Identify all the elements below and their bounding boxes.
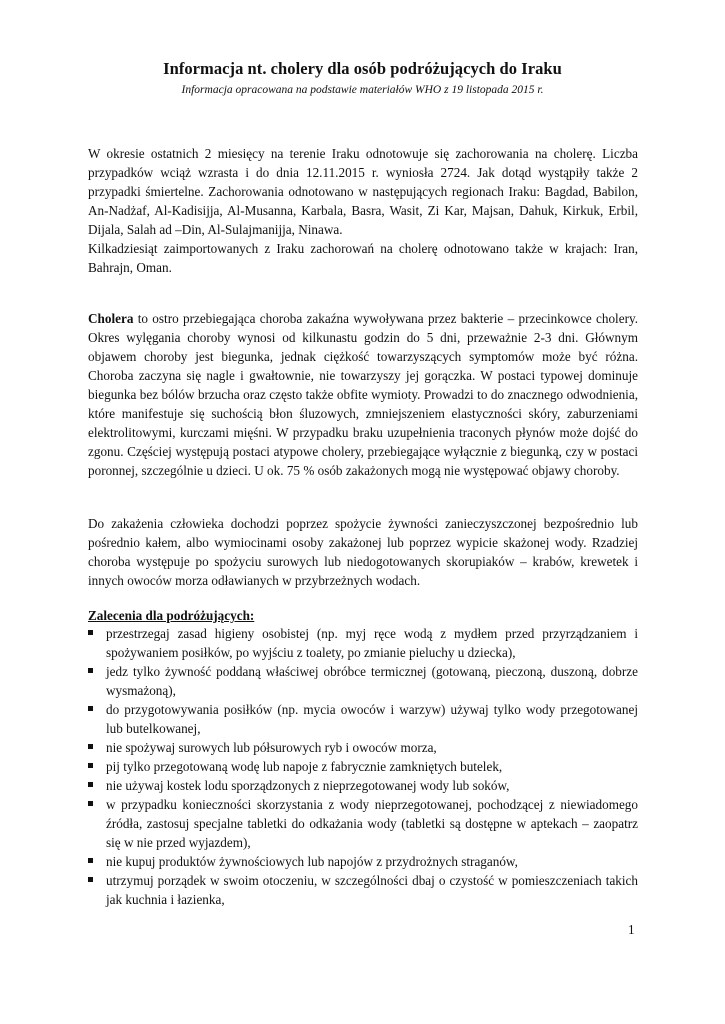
list-item: [88, 757, 638, 776]
list-item-text: w przypadku konieczności skorzystania z wody nieprzegotowanej, pochodzącej z niewiadomego źródła, zastosuj specjalne tabletki do odkażania wody (tabletki są dostępne w aptekach – zaopatrz się w nie przed wyjazdem),: [106, 797, 638, 850]
list-item-text: pij tylko przegotowaną wodę lub napoje z fabrycznie zamkniętych butelek,: [106, 759, 503, 774]
list-item-text: utrzymuj porządek w swoim otoczeniu, w szczególności dbaj o czystość w pomieszczeniach takich jak kuchnia i łazienka,: [106, 873, 638, 907]
list-item: [88, 738, 638, 757]
bullet-icon: [88, 858, 93, 863]
cholera-description-text: to ostro przebiegająca choroba zakaźna wywoływana przez bakterie – przecinkowce cholery. Okres wylęgania choroby wynosi od kilkunastu godzin do 5 dni, przeważnie 2-3 dni. Głównym objawem choroby jest biegunka, jednak ciężkość towarzyszących symptomów może być różna. Choroba zaczyna się nagle i gwałtownie, nie towarzyszy jej gorączka. W postaci typowej dominuje biegunka bez bólów brzucha oraz często także obfite wymioty. Prowadzi to do znacznego odwodnienia, które manifestuje się suchością błon śluzowych, zmniejszeniem elastyczności skóry, zaburzeniami elektrolitowymi, kurczami mięśni. W przypadku braku uzupełnienia traconych płynów może dojść do zgonu. Częściej występują postaci atypowe cholery, przebiegające wyłącznie z biegunką, czy w postaci poronnej, szczególnie u dzieci. U ok. 75 % osób zakażonych mogą nie występować objawy choroby.: [88, 311, 638, 478]
bullet-icon: [88, 877, 93, 882]
list-item-text: jedz tylko żywność poddaną właściwej obróbce termicznej (gotowaną, pieczoną, duszoną, dobrze wysmażoną),: [106, 664, 638, 698]
list-item: [88, 624, 638, 662]
list-item: [88, 776, 638, 795]
bullet-icon: [88, 630, 93, 635]
list-item-text: nie kupuj produktów żywnościowych lub napojów z przydrożnych straganów,: [106, 854, 518, 869]
bullet-icon: [88, 668, 93, 673]
list-item: [88, 852, 638, 871]
list-item-text: przestrzegaj zasad higieny osobistej (np. myj ręce wodą z mydłem przed przyrządzaniem i spożywaniem posiłków, po wyjściu z toalety, po zmianie pieluchy u dziecka),: [106, 626, 638, 660]
cholera-term: Cholera: [88, 311, 134, 326]
list-item: [88, 795, 638, 852]
bullet-icon: [88, 782, 93, 787]
recommendations-list: [88, 624, 638, 909]
recommendations-heading: Zalecenia dla podróżujących:: [88, 608, 255, 623]
paragraph-outbreak: W okresie ostatnich 2 miesięcy na terenie Iraku odnotowuje się zachorowania na cholerę. Liczba przypadków wciąż wzrasta i do dnia 12.11.2015 r. wyniosła 2724. Jak dotąd wystąpiły także 2 przypadki śmiertelne. Zachorowania odnotowano w następujących regionach Iraku: Bagdad, Babilon, An-Nadżaf, Al-Kadisijja, Al-Musanna, Karbala, Basra, Wasit, Zi Kar, Majsan, Dahuk, Kirkuk, Erbil, Dijala, Salah ad –Din, Al-Sulajmanijja, Ninawa.: [88, 146, 638, 237]
list-item: [88, 871, 638, 909]
list-item-text: nie spożywaj surowych lub półsurowych ryb i owoców morza,: [106, 740, 437, 755]
bullet-icon: [88, 763, 93, 768]
list-item: [88, 662, 638, 700]
paragraph-transmission: Do zakażenia człowieka dochodzi poprzez spożycie żywności zanieczyszczonej bezpośrednio lub pośrednio kałem, albo wymiocinami osoby zakażonej lub poprzez wypicie skażonej wody. Rzadziej choroba występuje po spożyciu surowych lub niedogotowanych skorupiaków – krabów, krewetek i innych owoców morza odławianych w przybrzeżnych wodach.: [88, 516, 638, 588]
bullet-icon: [88, 801, 93, 806]
paragraph-cholera-description: [88, 309, 638, 480]
list-item: [88, 700, 638, 738]
list-item-text: nie używaj kostek lodu sporządzonych z nieprzegotowanej wody lub soków,: [106, 778, 510, 793]
page-number: 1: [628, 922, 635, 937]
document-title: Informacja nt. cholery dla osób podróżujących do Iraku: [163, 59, 562, 78]
document-subtitle: Informacja opracowana na podstawie materiałów WHO z 19 listopada 2015 r.: [181, 84, 544, 96]
list-item-text: do przygotowywania posiłków (np. mycia owoców i warzyw) używaj tylko wody przegotowanej lub butelkowanej,: [106, 702, 638, 736]
bullet-icon: [88, 706, 93, 711]
bullet-icon: [88, 744, 93, 749]
paragraph-imported-cases: Kilkadziesiąt zaimportowanych z Iraku zachorowań na cholerę odnotowano także w krajach: Iran, Bahrajn, Oman.: [88, 241, 638, 275]
